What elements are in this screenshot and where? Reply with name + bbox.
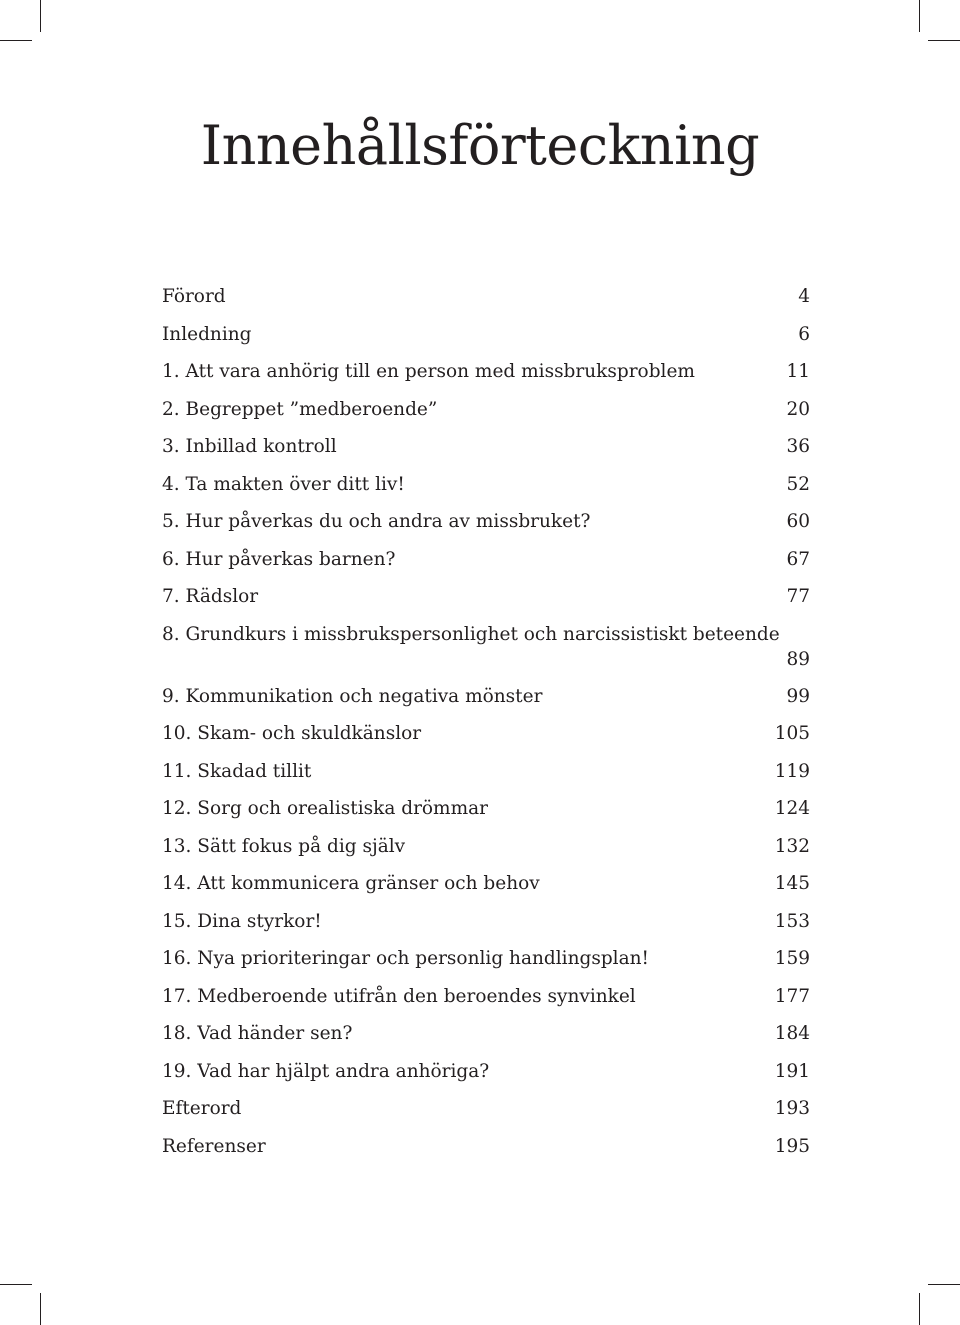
toc-entry-label: 6. Hur påverkas barnen? — [162, 548, 396, 570]
toc-entry[interactable] — [162, 428, 810, 466]
toc-entry[interactable] — [162, 391, 810, 429]
crop-mark-bottom-left-h — [0, 1284, 32, 1285]
toc-entry-label: 18. Vad händer sen? — [162, 1023, 353, 1044]
toc-entry[interactable] — [162, 753, 810, 791]
toc-entry-label: 17. Medberoende utifrån den beroendes synvinkel — [162, 985, 636, 1007]
toc-entry[interactable] — [162, 715, 810, 753]
toc-entry[interactable] — [162, 1128, 810, 1166]
toc-entry[interactable] — [162, 541, 810, 579]
toc-entry-page: 99 — [786, 685, 810, 707]
toc-entry-label: 4. Ta makten över ditt liv! — [162, 473, 405, 495]
toc-entry-label: 11. Skadad tillit — [162, 760, 312, 782]
toc-entry-label: Förord — [162, 286, 226, 307]
toc-entry[interactable] — [162, 1015, 810, 1053]
toc-entry-page: 132 — [774, 835, 810, 857]
page-title: Innehållsförteckning — [200, 114, 760, 177]
toc-entry-label: Referenser — [162, 1135, 266, 1157]
toc-entry-page: 11 — [786, 361, 810, 382]
toc-entry-page: 60 — [786, 511, 810, 532]
toc-entry[interactable] — [162, 278, 810, 316]
toc-entry-label: 7. Rädslor — [162, 586, 259, 607]
toc-entry-page: 124 — [774, 798, 810, 819]
toc-entry[interactable] — [162, 790, 810, 828]
toc-entry-label: 15. Dina styrkor! — [162, 910, 322, 932]
toc-entry-page: 145 — [774, 873, 810, 894]
toc-entry[interactable] — [162, 616, 810, 678]
toc-entry[interactable] — [162, 678, 810, 716]
crop-mark-top-right — [919, 0, 920, 32]
toc-entry[interactable] — [162, 828, 810, 866]
toc-entry-page: 191 — [774, 1060, 810, 1082]
toc-entry-page: 193 — [774, 1098, 810, 1119]
toc-entry-page: 52 — [786, 473, 810, 495]
crop-mark-top-right-h — [928, 40, 960, 41]
toc-entry-page: 153 — [774, 910, 810, 932]
toc-entry[interactable] — [162, 865, 810, 903]
toc-entry-page: 105 — [774, 723, 810, 744]
crop-mark-top-left — [40, 0, 41, 32]
toc-entry-page: 89 — [786, 648, 810, 670]
toc-entry-page: 184 — [774, 1023, 810, 1044]
toc-entry-page: 77 — [786, 586, 810, 607]
crop-mark-bottom-right — [919, 1293, 920, 1325]
toc-entry-label: 13. Sätt fokus på dig själv — [162, 835, 406, 857]
toc-entry-label: 19. Vad har hjälpt andra anhöriga? — [162, 1060, 490, 1082]
toc-entry[interactable] — [162, 316, 810, 354]
toc-entry-label: 16. Nya prioriteringar och personlig handlingsplan! — [162, 948, 649, 969]
toc-entry-label: Efterord — [162, 1098, 242, 1119]
toc-entry-label: 3. Inbillad kontroll — [162, 436, 337, 457]
toc-entry-page: 159 — [774, 948, 810, 969]
toc-entry-label: Inledning — [162, 323, 252, 345]
toc-entry-page: 67 — [786, 548, 810, 570]
toc-entry-label: 2. Begreppet ”medberoende” — [162, 398, 438, 420]
crop-mark-bottom-right-h — [928, 1284, 960, 1285]
toc-entry[interactable] — [162, 578, 810, 616]
toc-entry[interactable] — [162, 978, 810, 1016]
toc-entry[interactable] — [162, 903, 810, 941]
toc-entry[interactable] — [162, 503, 810, 541]
crop-mark-top-left-h — [0, 40, 32, 41]
toc-entry-page: 195 — [774, 1135, 810, 1157]
toc-entry-page: 20 — [786, 398, 810, 420]
toc-entry-label: 1. Att vara anhörig till en person med missbruksproblem — [162, 361, 695, 382]
toc-entry-label: 9. Kommunikation och negativa mönster — [162, 685, 543, 707]
toc-entry-page: 6 — [798, 323, 810, 345]
toc-entry-label: 12. Sorg och orealistiska drömmar — [162, 798, 489, 819]
toc-entry-page: 119 — [774, 760, 810, 782]
toc-entry-page: 4 — [798, 286, 810, 307]
toc-entry[interactable] — [162, 1053, 810, 1091]
toc-entry[interactable] — [162, 940, 810, 978]
toc-entry-label: 5. Hur påverkas du och andra av missbruket? — [162, 511, 591, 532]
toc-entry-label: 14. Att kommunicera gränser och behov — [162, 873, 540, 894]
toc-entry[interactable] — [162, 466, 810, 504]
crop-mark-bottom-left — [40, 1293, 41, 1325]
toc-entry-label: 8. Grundkurs i missbrukspersonlighet och narcissistiskt beteende — [162, 623, 780, 645]
toc-entry-page: 36 — [786, 436, 810, 457]
table-of-contents — [162, 278, 810, 1165]
toc-entry[interactable] — [162, 353, 810, 391]
toc-entry[interactable] — [162, 1090, 810, 1128]
toc-entry-page: 177 — [774, 985, 810, 1007]
toc-entry-label: 10. Skam- och skuldkänslor — [162, 723, 422, 744]
